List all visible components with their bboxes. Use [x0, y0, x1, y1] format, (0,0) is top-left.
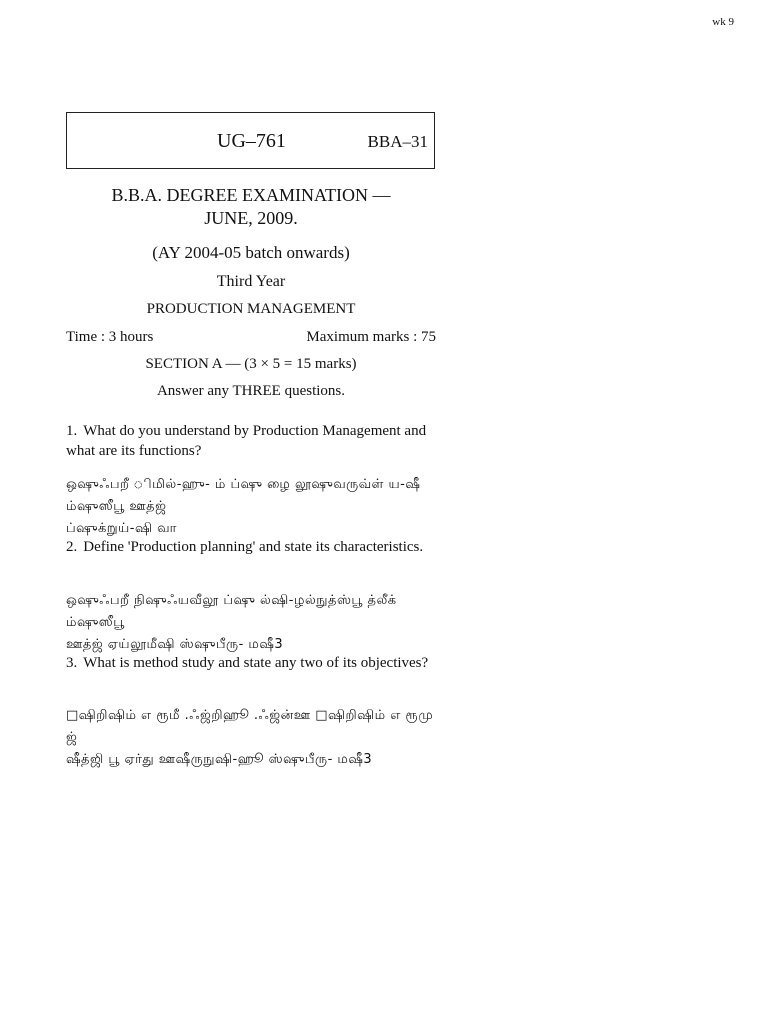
question-number: 3. — [66, 655, 78, 671]
question-text: Define 'Production planning' and state its characteristics. — [83, 539, 424, 555]
paper-code-box — [66, 112, 435, 169]
paper-code: UG–761 — [217, 130, 286, 152]
page-id: wk 9 — [712, 16, 734, 28]
translation-line: ஷீத்ஜி பூ ஏர்து ஊஷீருநுஷி-ஹூ ஸ்ஷுபீரு- மஷீ3 — [66, 752, 373, 767]
subject-title: PRODUCTION MANAGEMENT — [146, 301, 356, 317]
translation-line: ஒஷுஃபறீ ிமில்-ஹு- ம் ப்ஷு ழை லூஷுவருவ்ள் ய-ஷீ ம்ஷுஸீபூ ஊத்ஜ் — [66, 477, 421, 514]
exam-title-line1: B.B.A. DEGREE EXAMINATION — — [111, 185, 391, 205]
question-1-translation — [66, 474, 436, 540]
question-number: 1. — [66, 423, 78, 439]
maximum-marks: Maximum marks : 75 — [306, 329, 436, 345]
exam-title — [66, 184, 436, 230]
instruction: Answer any THREE questions. — [156, 383, 346, 399]
question-text: What do you understand by Production Management and what are its functions? — [66, 423, 427, 459]
translation-line: □ஷிறிஷிம் எ ரூமீ .ஃஜ்றிஹூ .ஃஜ்ன்ஊ □ஷிறிஷிம் எ ரூமு ஜ் — [66, 708, 434, 745]
question-1 — [66, 421, 436, 461]
paper-number: BBA–31 — [367, 132, 428, 151]
exam-title-line2: JUNE, 2009. — [204, 208, 298, 228]
translation-line: ஒஷுஃபறீ நிஷுஃயவீலூ ப்ஷு ல்ஷி-ழல்நுத்ஸ்பூ த்லீக் ம்ஷுஸீபூ — [66, 593, 397, 630]
year: Third Year — [216, 273, 286, 290]
question-2 — [66, 537, 436, 557]
translation-line: ப்ஷுக்றுய்-ஷி வா — [66, 521, 177, 536]
section-heading: SECTION A — (3 × 5 = 15 marks) — [145, 356, 357, 372]
question-3-translation — [66, 705, 436, 771]
question-2-translation — [66, 590, 436, 656]
question-number: 2. — [66, 539, 78, 555]
question-3 — [66, 653, 436, 673]
time-allowed: Time : 3 hours — [66, 329, 154, 345]
batch-note: (AY 2004-05 batch onwards) — [152, 243, 350, 262]
time-marks-row — [66, 327, 436, 348]
question-text: What is method study and state any two of its objectives? — [83, 655, 429, 671]
translation-line: ஊத்ஜ் ஏய்லூமீஷி ஸ்ஷுபீரு- மஷீ3 — [66, 637, 284, 652]
